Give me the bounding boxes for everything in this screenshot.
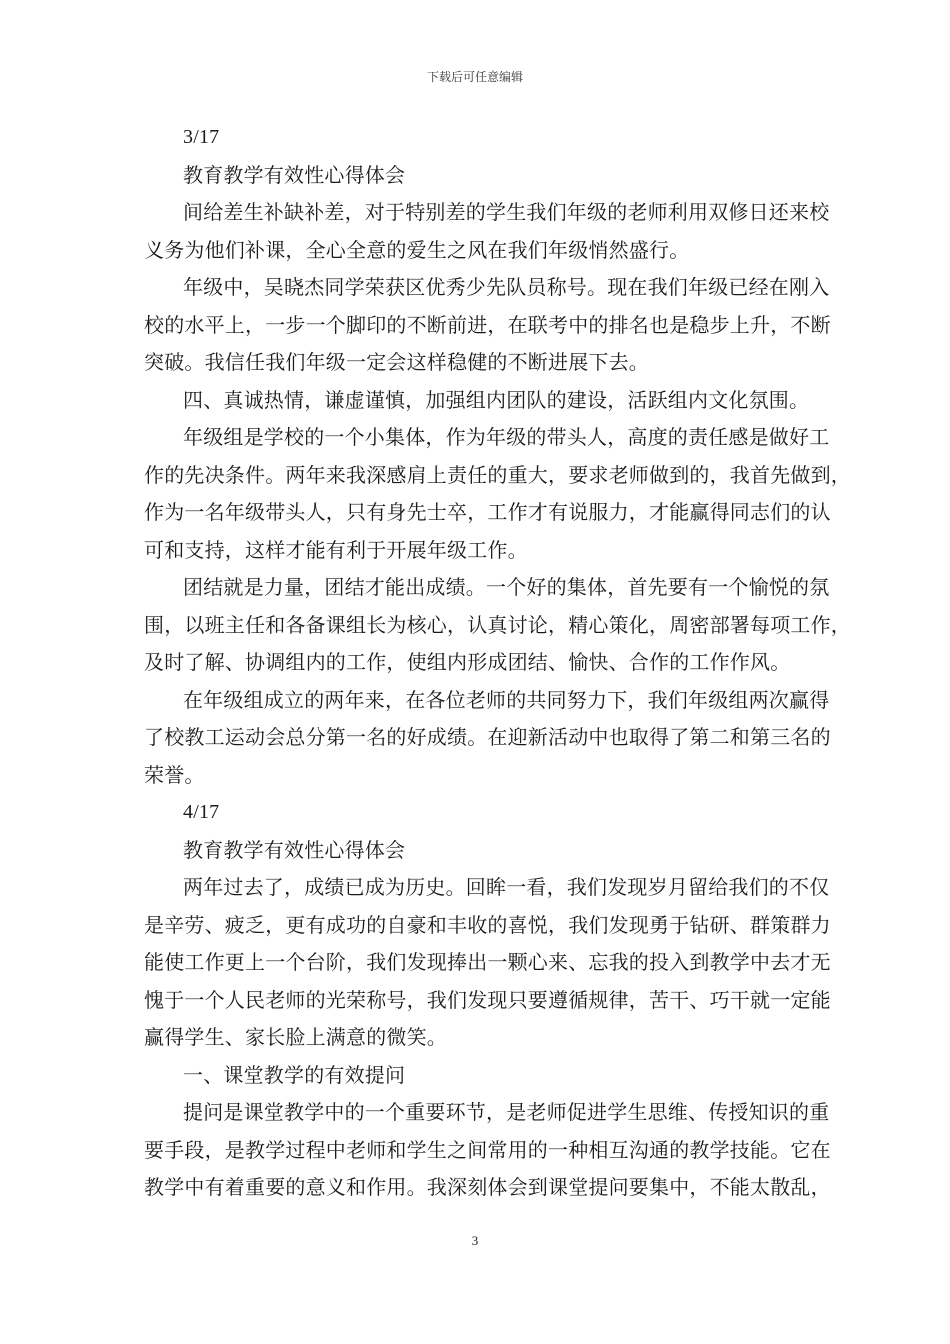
header-note: 下载后可任意编辑 [426,70,523,84]
text-line: 义务为他们补课，全心全意的爱生之风在我们年级悄然盛行。 [144,237,690,262]
text-line: 要手段，是教学过程中老师和学生之间常用的一种相互沟通的教学技能。它在 [144,1137,831,1162]
text-line: 两年过去了，成绩已成为历史。回眸一看，我们发现岁月留给我们的不仅 [183,875,830,899]
text-line: 在年级组成立的两年来，在各位老师的共同努力下，我们年级组两次赢得 [183,687,830,712]
text-line: 间给差生补缺补差，对于特别差的学生我们年级的老师利用双修日还来校 [183,200,830,224]
section-title: 教育教学有效性心得体会 [183,162,406,187]
paragraph [144,194,830,269]
page-marker: 4/17 [183,801,220,823]
paragraph [144,419,851,569]
text-line: 了校教工运动会总分第一名的好成绩。在迎新活动中也取得了第二和第三名的 [144,725,831,749]
page-marker: 3/17 [183,126,220,148]
text-line: 荣誉。 [144,762,205,787]
text-line: 赢得学生、家长脸上满意的微笑。 [144,1025,447,1049]
text-line: 年级组是学校的一个小集体，作为年级的带头人，高度的责任感是做好工 [183,425,830,449]
text-line: 是辛劳、疲乏，更有成功的自豪和丰收的喜悦，我们发现勇于钻研、群策群力 [144,912,831,937]
text-line: 能使工作更上一个台阶，我们发现捧出一颗心来、忘我的投入到教学中去才无 [144,950,831,974]
document-body [144,119,851,1207]
text-line: 作为一名年级带头人，只有身先士卒，工作才有说服力，才能赢得同志们的认 [144,500,831,524]
text-line: 突破。我信任我们年级一定会这样稳健的不断进展下去。 [144,350,649,374]
paragraph-heading [144,382,820,420]
text-line: 提问是课堂教学中的一个重要环节，是老师促进学生思维、传授知识的重 [183,1100,830,1124]
text-line: 校的水平上，一步一个脚印的不断前进，在联考中的排名也是稳步上升，不断 [144,312,831,337]
page-number: 3 [471,1233,479,1248]
paragraph [144,869,831,1057]
text-line: 年级中，吴晓杰同学荣获区优秀少先队员称号。现在我们年级已经在刚入 [183,275,830,299]
text-line: 作的先决条件。两年来我深感肩上责任的重大，要求老师做到的，我首先做到， [144,462,851,487]
text-line: 及时了解、协调组内的工作，使组内形成团结、愉快、合作的工作作风。 [144,650,791,674]
paragraph [144,569,851,682]
paragraph [144,1094,831,1207]
text-line: 可和支持，这样才能有利于开展年级工作。 [144,537,528,562]
paragraph [144,682,831,795]
text-line: 团结就是力量，团结才能出成绩。一个好的集体，首先要有一个愉悦的氛 [183,575,830,599]
text-line: 愧于一个人民老师的光荣称号，我们发现只要遵循规律，苦干、巧干就一定能 [144,987,831,1012]
text-line: 教学中有着重要的意义和作用。我深刻体会到课堂提问要集中，不能太散乱， [144,1175,831,1199]
section-title: 教育教学有效性心得体会 [183,837,406,862]
paragraph-heading [144,1057,820,1095]
text-line: 一、课堂教学的有效提问 [183,1062,406,1087]
paragraph [144,269,831,382]
text-line: 四、真诚热情，谦虚谨慎，加强组内团队的建设，活跃组内文化氛围。 [183,387,810,412]
text-line: 围，以班主任和各备课组长为核心，认真讨论，精心策化，周密部署每项工作， [144,612,851,637]
